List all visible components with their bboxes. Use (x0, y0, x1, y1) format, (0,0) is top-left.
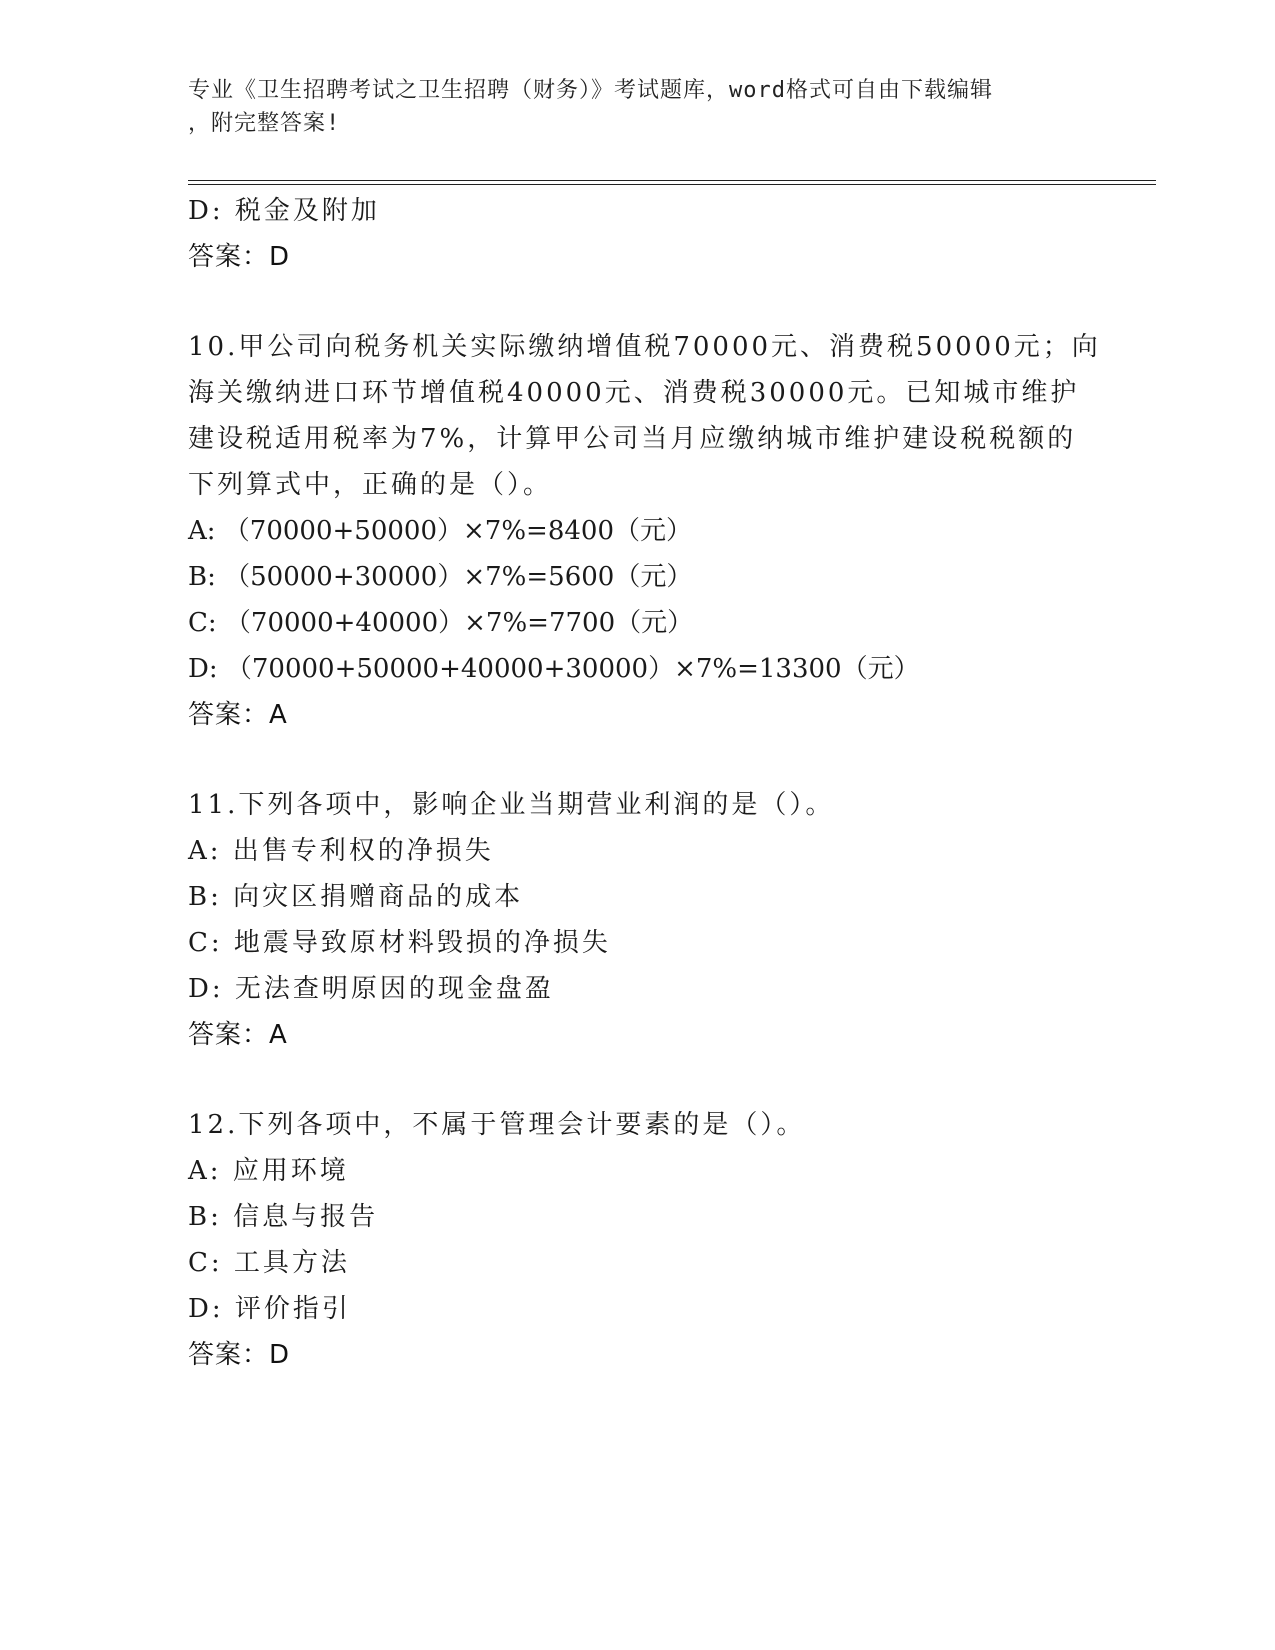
header-title-line-2: ，附完整答案! (188, 111, 341, 136)
prev-option-d: D: 税金及附加 (188, 196, 380, 226)
question-10-option-a: A: （70000+50000）×7%=8400（元） (188, 516, 692, 546)
question-11-stem-line: 11.下列各项中，影响企业当期营业利润的是（）。 (188, 790, 835, 820)
question-12-option-a: A: 应用环境 (188, 1156, 349, 1186)
question-10-stem-line: 下列算式中，正确的是（）。 (188, 470, 553, 500)
question-content (188, 188, 1101, 1378)
question-11-option-c: C: 地震导致原材料毁损的净损失 (188, 928, 611, 958)
question-11 (188, 782, 1088, 1058)
question-10-answer: 答案：A (188, 700, 288, 730)
question-11-option-d: D: 无法查明原因的现金盘盈 (188, 974, 554, 1004)
question-12-option-b: B: 信息与报告 (188, 1202, 379, 1232)
question-10-option-d: D: （70000+50000+40000+30000）×7%=13300（元） (188, 654, 920, 684)
question-12-stem-line: 12.下列各项中，不属于管理会计要素的是（）。 (188, 1110, 806, 1140)
question-12 (188, 1102, 1088, 1378)
question-10-stem-line: 海关缴纳进口环节增值税40000元、消费税30000元。已知城市维护 (188, 378, 1080, 408)
question-11-answer: 答案：A (188, 1020, 288, 1050)
question-10-stem (188, 324, 1101, 508)
question-10-stem-line: 10.甲公司向税务机关实际缴纳增值税70000元、消费税50000元；向 (188, 332, 1101, 362)
prev-answer: 答案：D (188, 242, 291, 272)
question-12-answer: 答案：D (188, 1340, 291, 1370)
question-11-option-b: B: 向灾区捐赠商品的成本 (188, 882, 524, 912)
question-12-option-c: C: 工具方法 (188, 1248, 350, 1278)
question-10-option-c: C: （70000+40000）×7%=7700（元） (188, 608, 694, 638)
question-10 (188, 324, 1101, 738)
header-title-line-1: 专业《卫生招聘考试之卫生招聘（财务）》考试题库，word格式可自由下载编辑 (188, 78, 993, 103)
question-12-option-d: D: 评价指引 (188, 1294, 351, 1324)
question-11-stem (188, 782, 1088, 828)
question-10-option-b: B: （50000+30000）×7%=5600（元） (188, 562, 693, 592)
question-11-option-a: A: 出售专利权的净损失 (188, 836, 494, 866)
document-header (188, 74, 1088, 140)
header-divider (188, 180, 1156, 185)
question-12-stem (188, 1102, 1088, 1148)
question-10-stem-line: 建设税适用税率为7%，计算甲公司当月应缴纳城市维护建设税税额的 (188, 424, 1077, 454)
